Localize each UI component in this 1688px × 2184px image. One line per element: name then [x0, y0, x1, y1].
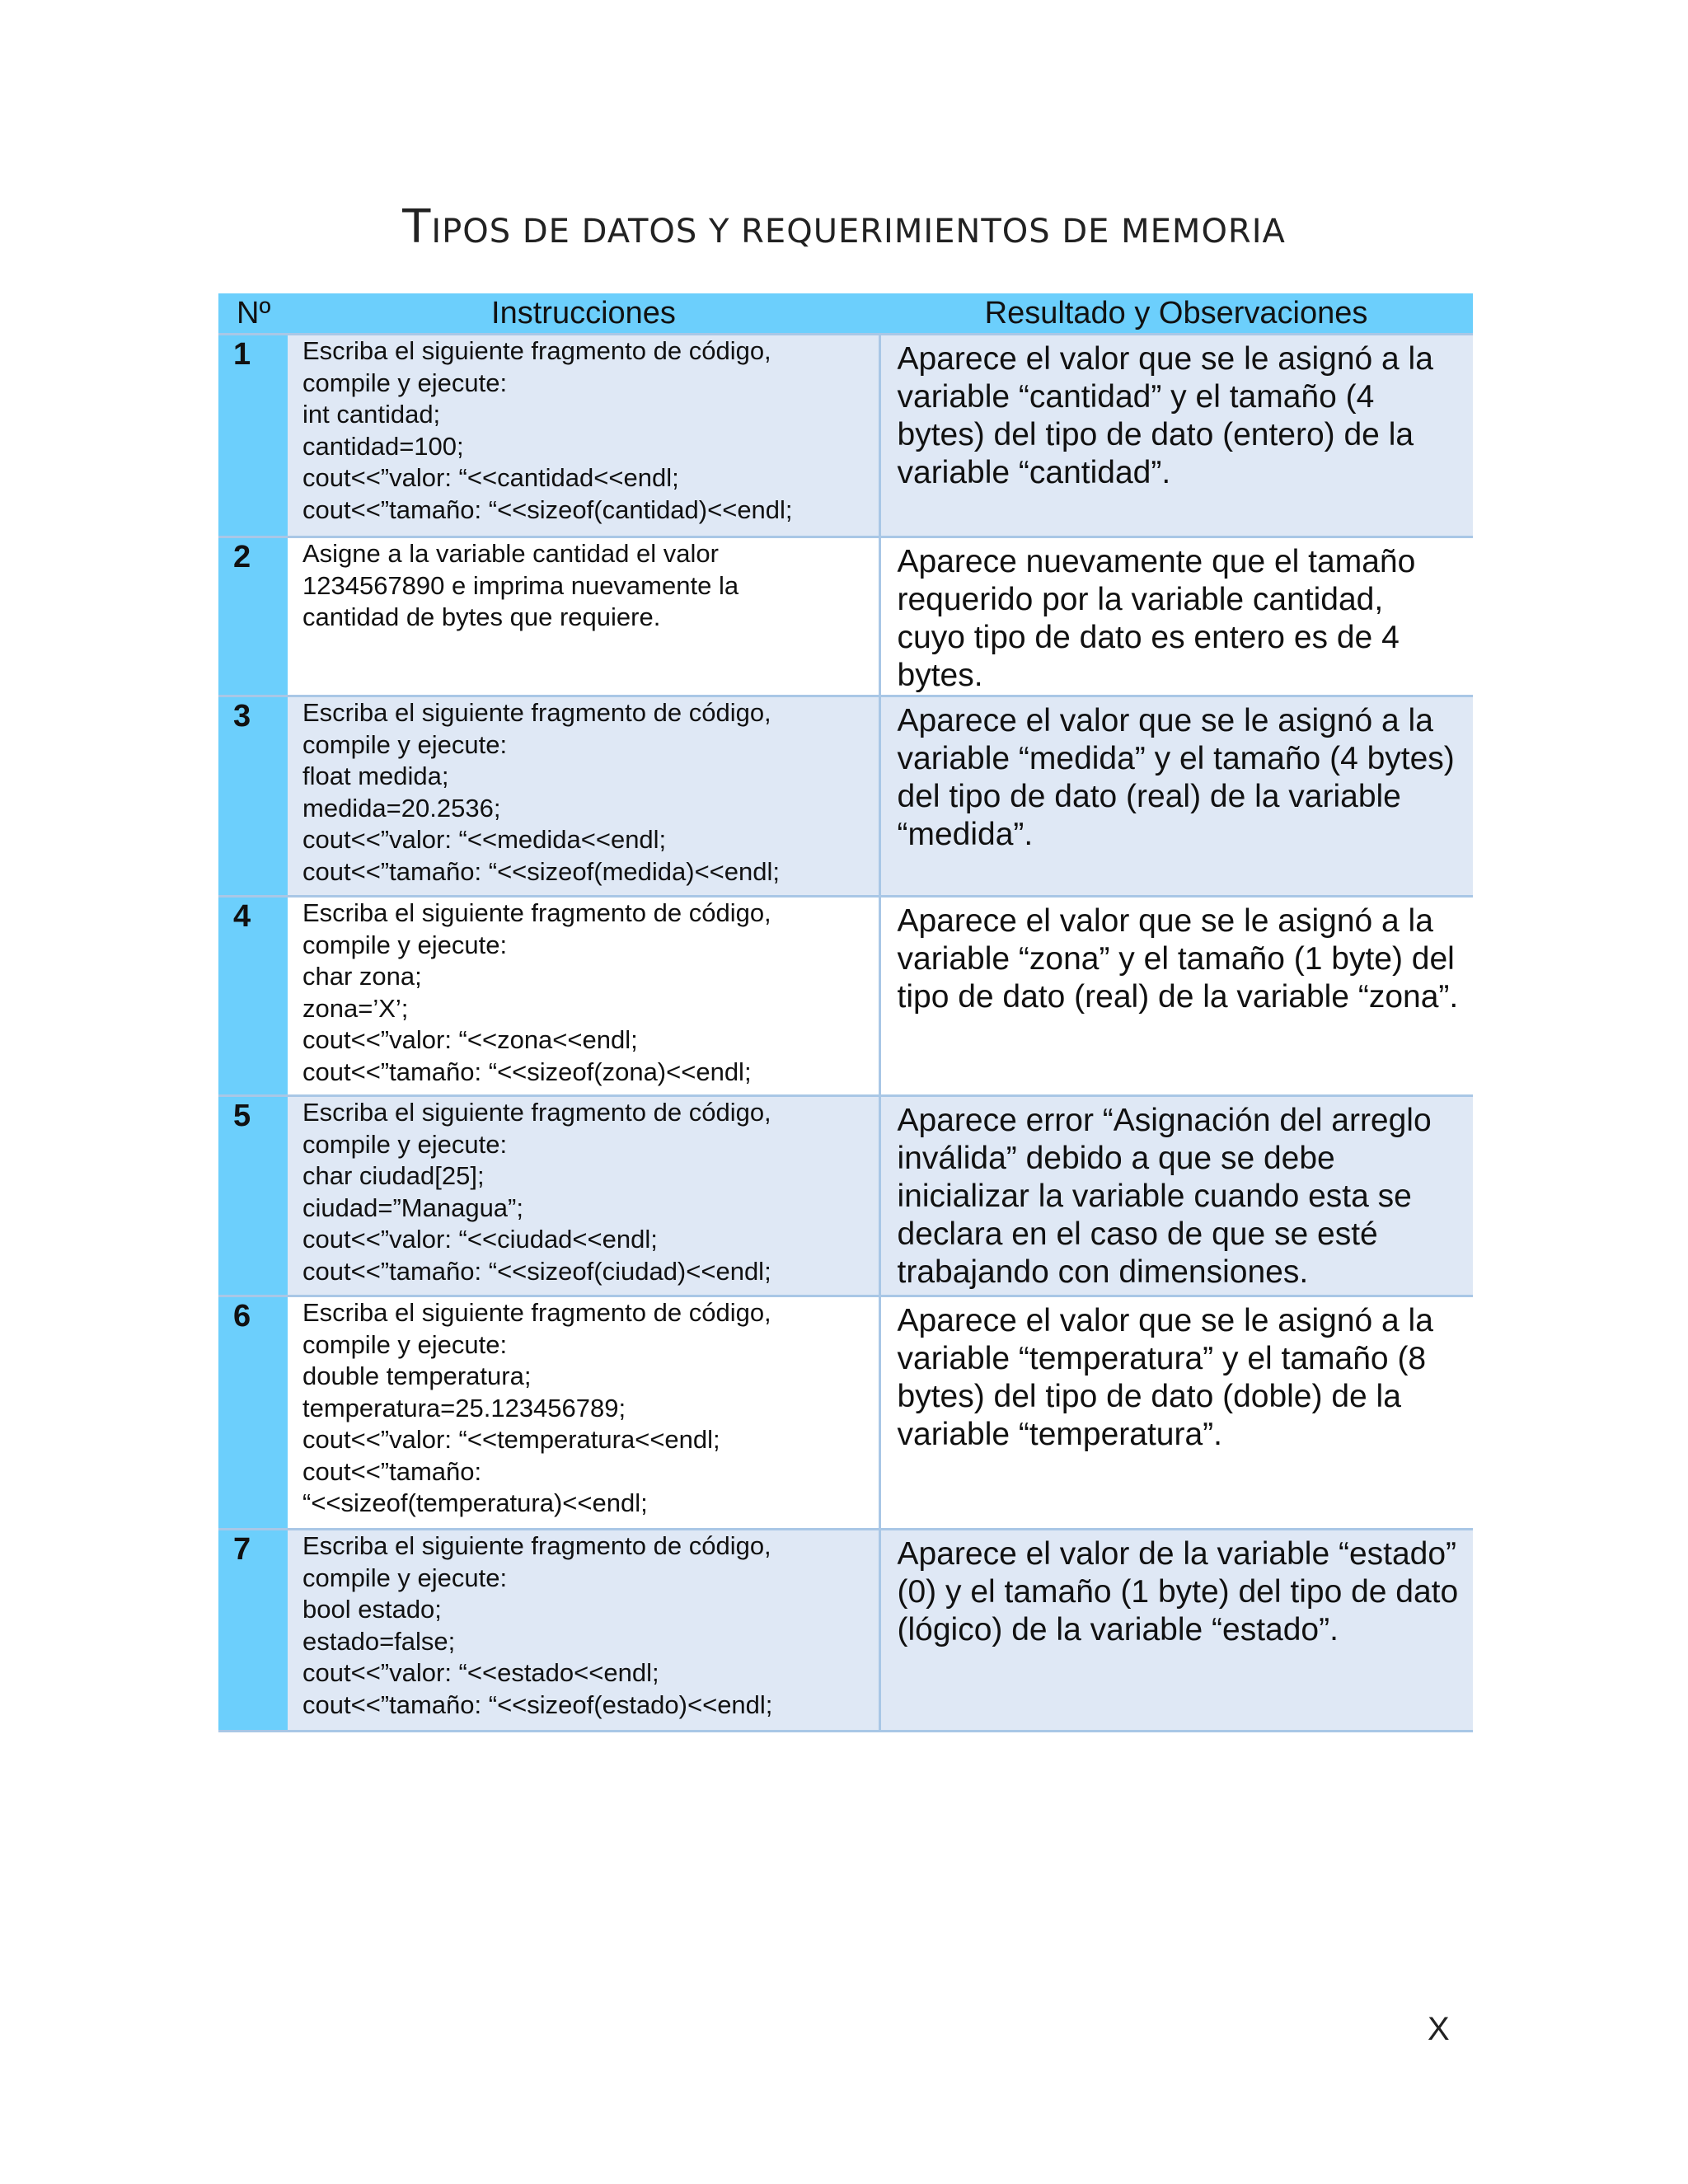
table-row: [218, 1096, 1473, 1296]
instruction-line: bool estado;: [302, 1595, 442, 1624]
table-row: [218, 335, 1473, 537]
instruction-line: medida=20.2536;: [302, 793, 501, 823]
row-number: 2: [218, 537, 288, 696]
page-number: X: [1428, 2011, 1450, 2047]
instruction-line: Escriba el siguiente fragmento de código,: [302, 1298, 771, 1327]
instruction-line: double temperatura;: [302, 1361, 532, 1390]
row-instructions: [288, 1530, 879, 1732]
instruction-line: cout<<”valor: “<<zona<<endl;: [302, 1025, 638, 1054]
table-row: [218, 1296, 1473, 1530]
row-instructions: [288, 696, 879, 897]
instruction-line: cout<<”valor: “<<cantidad<<endl;: [302, 463, 679, 492]
instruction-line: int cantidad;: [302, 400, 441, 429]
row-instructions: [288, 1296, 879, 1530]
instruction-line: Asigne a la variable cantidad el valor: [302, 539, 719, 568]
instruction-line: cout<<”tamaño: “<<sizeof(cantidad)<<endl;: [302, 494, 793, 524]
row-result: Aparece el valor que se le asignó a la variable “temperatura” y el tamaño (8 bytes) del tipo de dato (doble) de la variable “temperatura”.: [879, 1296, 1473, 1530]
row-number: 3: [218, 696, 288, 897]
page-title: [0, 200, 1688, 254]
instruction-line: cout<<”tamaño: “<<sizeof(medida)<<endl;: [302, 856, 781, 886]
instruction-line: temperatura=25.123456789;: [302, 1393, 626, 1422]
header-instructions: Instrucciones: [288, 293, 879, 335]
instruction-line: cout<<”tamaño: “<<sizeof(estado)<<endl;: [302, 1690, 773, 1719]
instruction-line: Escriba el siguiente fragmento de código,: [302, 898, 771, 927]
instruction-line: compile y ejecute:: [302, 1329, 508, 1359]
instruction-line: compile y ejecute:: [302, 1563, 508, 1592]
instruction-line: float medida;: [302, 762, 449, 790]
instruction-line: char zona;: [302, 962, 422, 991]
table-row: [218, 537, 1473, 696]
row-result: Aparece el valor que se le asignó a la variable “cantidad” y el tamaño (4 bytes) del tipo de dato (entero) de la variable “cantidad”.: [879, 335, 1473, 537]
instruction-line: Escriba el siguiente fragmento de código,: [302, 698, 771, 727]
instruction-line: compile y ejecute:: [302, 930, 508, 959]
row-result: Aparece el valor que se le asignó a la variable “zona” y el tamaño (1 byte) del tipo de dato (real) de la variable “zona”.: [879, 897, 1473, 1096]
row-result: Aparece el valor que se le asignó a la variable “medida” y el tamaño (4 bytes) del tipo de dato (real) de la variable “medida”.: [879, 696, 1473, 897]
instruction-line: 1234567890 e imprima nuevamente la: [302, 570, 739, 600]
instruction-line: cout<<”tamaño: “<<sizeof(zona)<<endl;: [302, 1057, 752, 1086]
row-number: 1: [218, 335, 288, 537]
row-number: 4: [218, 897, 288, 1096]
instruction-line: cout<<”valor: “<<temperatura<<endl;: [302, 1425, 720, 1454]
instruction-line: cout<<”tamaño:: [302, 1456, 482, 1486]
instruction-line: cout<<”valor: “<<ciudad<<endl;: [302, 1225, 658, 1254]
header-number: Nº: [218, 293, 288, 335]
data-types-table: [218, 293, 1473, 1732]
row-result: Aparece error “Asignación del arreglo inválida” debido a que se debe inicializar la variable cuando esta se declara en el caso de que se esté trabajando con dimensiones.: [879, 1096, 1473, 1296]
instruction-line: estado=false;: [302, 1626, 456, 1656]
row-number: 5: [218, 1096, 288, 1296]
instruction-line: cout<<”valor: “<<estado<<endl;: [302, 1658, 659, 1687]
header-results: Resultado y Observaciones: [879, 293, 1473, 335]
instruction-line: zona=’X’;: [302, 993, 409, 1023]
instruction-line: cout<<”tamaño: “<<sizeof(ciudad)<<endl;: [302, 1256, 771, 1286]
instruction-line: Escriba el siguiente fragmento de código,: [302, 1531, 771, 1560]
instruction-line: Escriba el siguiente fragmento de código,: [302, 1098, 771, 1127]
instruction-line: Escriba el siguiente fragmento de código,: [302, 336, 771, 365]
page-title-rest: IPOS DE DATOS Y REQUERIMIENTOS DE MEMORIA: [431, 213, 1286, 251]
instruction-line: cantidad de bytes que requiere.: [302, 602, 661, 631]
row-result: Aparece nuevamente que el tamaño requerido por la variable cantidad, cuyo tipo de dato es entero es de 4 bytes.: [879, 537, 1473, 696]
instruction-line: ciudad=”Managua”;: [302, 1193, 523, 1222]
instruction-line: compile y ejecute:: [302, 1129, 508, 1159]
instruction-line: cout<<”valor: “<<medida<<endl;: [302, 825, 667, 854]
table-row: [218, 897, 1473, 1096]
row-number: 7: [218, 1530, 288, 1732]
row-instructions: [288, 537, 879, 696]
instruction-line: char ciudad[25];: [302, 1161, 485, 1190]
table-header-row: [218, 293, 1473, 335]
instruction-line: “<<sizeof(temperatura)<<endl;: [302, 1488, 648, 1517]
instruction-line: compile y ejecute:: [302, 368, 508, 397]
row-result: Aparece el valor de la variable “estado” (0) y el tamaño (1 byte) del tipo de dato (lógico) de la variable “estado”.: [879, 1530, 1473, 1732]
table-row: [218, 1530, 1473, 1732]
instruction-line: compile y ejecute:: [302, 729, 508, 759]
instruction-line: cantidad=100;: [302, 431, 464, 461]
row-instructions: [288, 335, 879, 537]
row-instructions: [288, 1096, 879, 1296]
page-title-initial: T: [402, 200, 432, 254]
row-number: 6: [218, 1296, 288, 1530]
table-row: [218, 696, 1473, 897]
row-instructions: [288, 897, 879, 1096]
